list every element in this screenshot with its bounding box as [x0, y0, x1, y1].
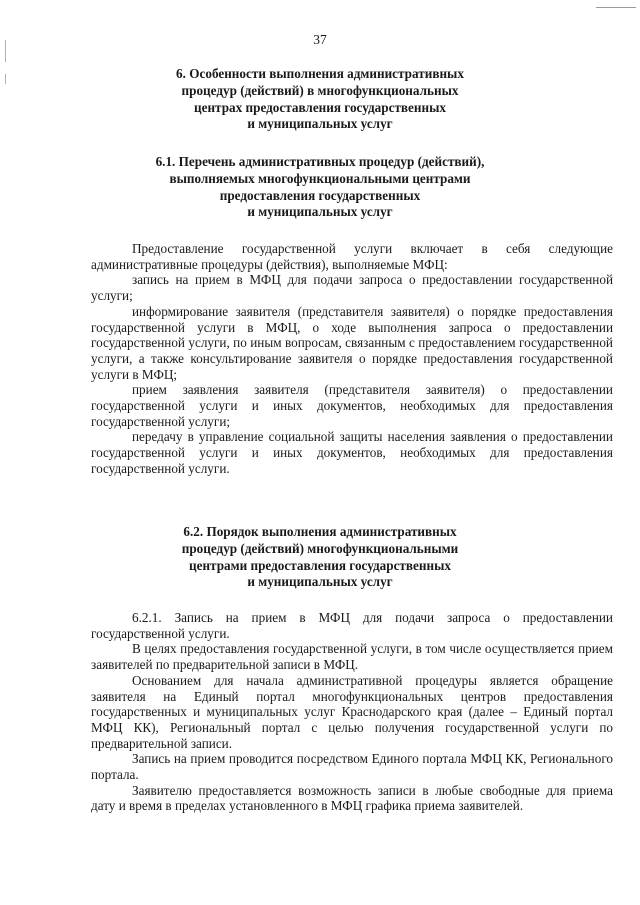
heading-line: процедур (действий) многофункциональными: [181, 540, 459, 556]
paragraph: 6.2.1. Запись на прием в МФЦ для подачи запроса о предоставлении государственной услуги.: [91, 610, 613, 641]
paragraph: прием заявления заявителя (представителя заявителя) о предоставлении государственной услуги и иных документов, необходимых для предоставления государственной услуги;: [91, 382, 613, 429]
heading-line: и муниципальных услуг: [247, 574, 393, 590]
paragraph: передачу в управление социальной защиты населения заявления о предоставлении государственной услуги и иных документов, необходимых для предоставления государственной услуги.: [91, 429, 613, 476]
paragraph: запись на прием в МФЦ для подачи запроса о предоставлении государственной услуги;: [91, 272, 613, 304]
heading-line: центрах предоставления государственных: [194, 99, 446, 115]
paragraph: информирование заявителя (представителя заявителя) о порядке предоставления государственной услуги в МФЦ, о ходе выполнения запроса о предоставлении государственной услуги, по иным вопросам, связанным с предоставлением государственной услуги, а также консультирование заявителя о порядке предоставления государственной услуги в МФЦ;: [91, 303, 613, 382]
paragraph: В целях предоставления государственной услуги, в том числе осуществляется прием заявителей по предварительной записи в МФЦ.: [91, 641, 613, 673]
heading-line: процедур (действий) в многофункциональных: [181, 82, 459, 98]
paragraph: Запись на прием проводится посредством Единого портала МФЦ КК, Регионального портала.: [91, 751, 613, 783]
heading-line: центрами предоставления государственных: [189, 557, 451, 573]
heading-line: и муниципальных услуг: [247, 116, 393, 132]
heading-line: и муниципальных услуг: [247, 204, 393, 220]
top-edge-line: [596, 7, 636, 8]
section-6-heading: [80, 66, 560, 133]
heading-line: 6. Особенности выполнения административных: [176, 66, 464, 81]
heading-line: выполняемых многофункциональными центрами: [169, 170, 471, 186]
heading-line: предоставления государственных: [219, 187, 421, 203]
heading-line: 6.2. Порядок выполнения административных: [183, 524, 457, 539]
heading-line: 6.1. Перечень административных процедур (действий),: [155, 154, 485, 169]
paragraph: Предоставление государственной услуги включает в себя следующие административные процедуры (действия), выполняемые МФЦ:: [91, 241, 613, 272]
paragraph: Основанием для начала административной процедуры является обращение заявителя на Единый портал многофункциональных центров предоставления государственных и муниципальных услуг Краснодарского края (далее – Единый портал МФЦ КК), Региональный портал с целью получения государственной услуги по предварительной записи.: [91, 672, 613, 751]
section-6-2-heading: [80, 524, 560, 591]
section-6-1-heading: [80, 154, 560, 221]
paragraph: Заявителю предоставляется возможность записи в любые свободные для приема дату и время в пределах установленного в МФЦ графика приема заявителей.: [91, 782, 613, 814]
section-6-2-body: [91, 610, 613, 814]
section-6-1-body: [91, 241, 613, 477]
page-number: 37: [313, 32, 327, 47]
left-margin-mark: [5, 74, 6, 84]
